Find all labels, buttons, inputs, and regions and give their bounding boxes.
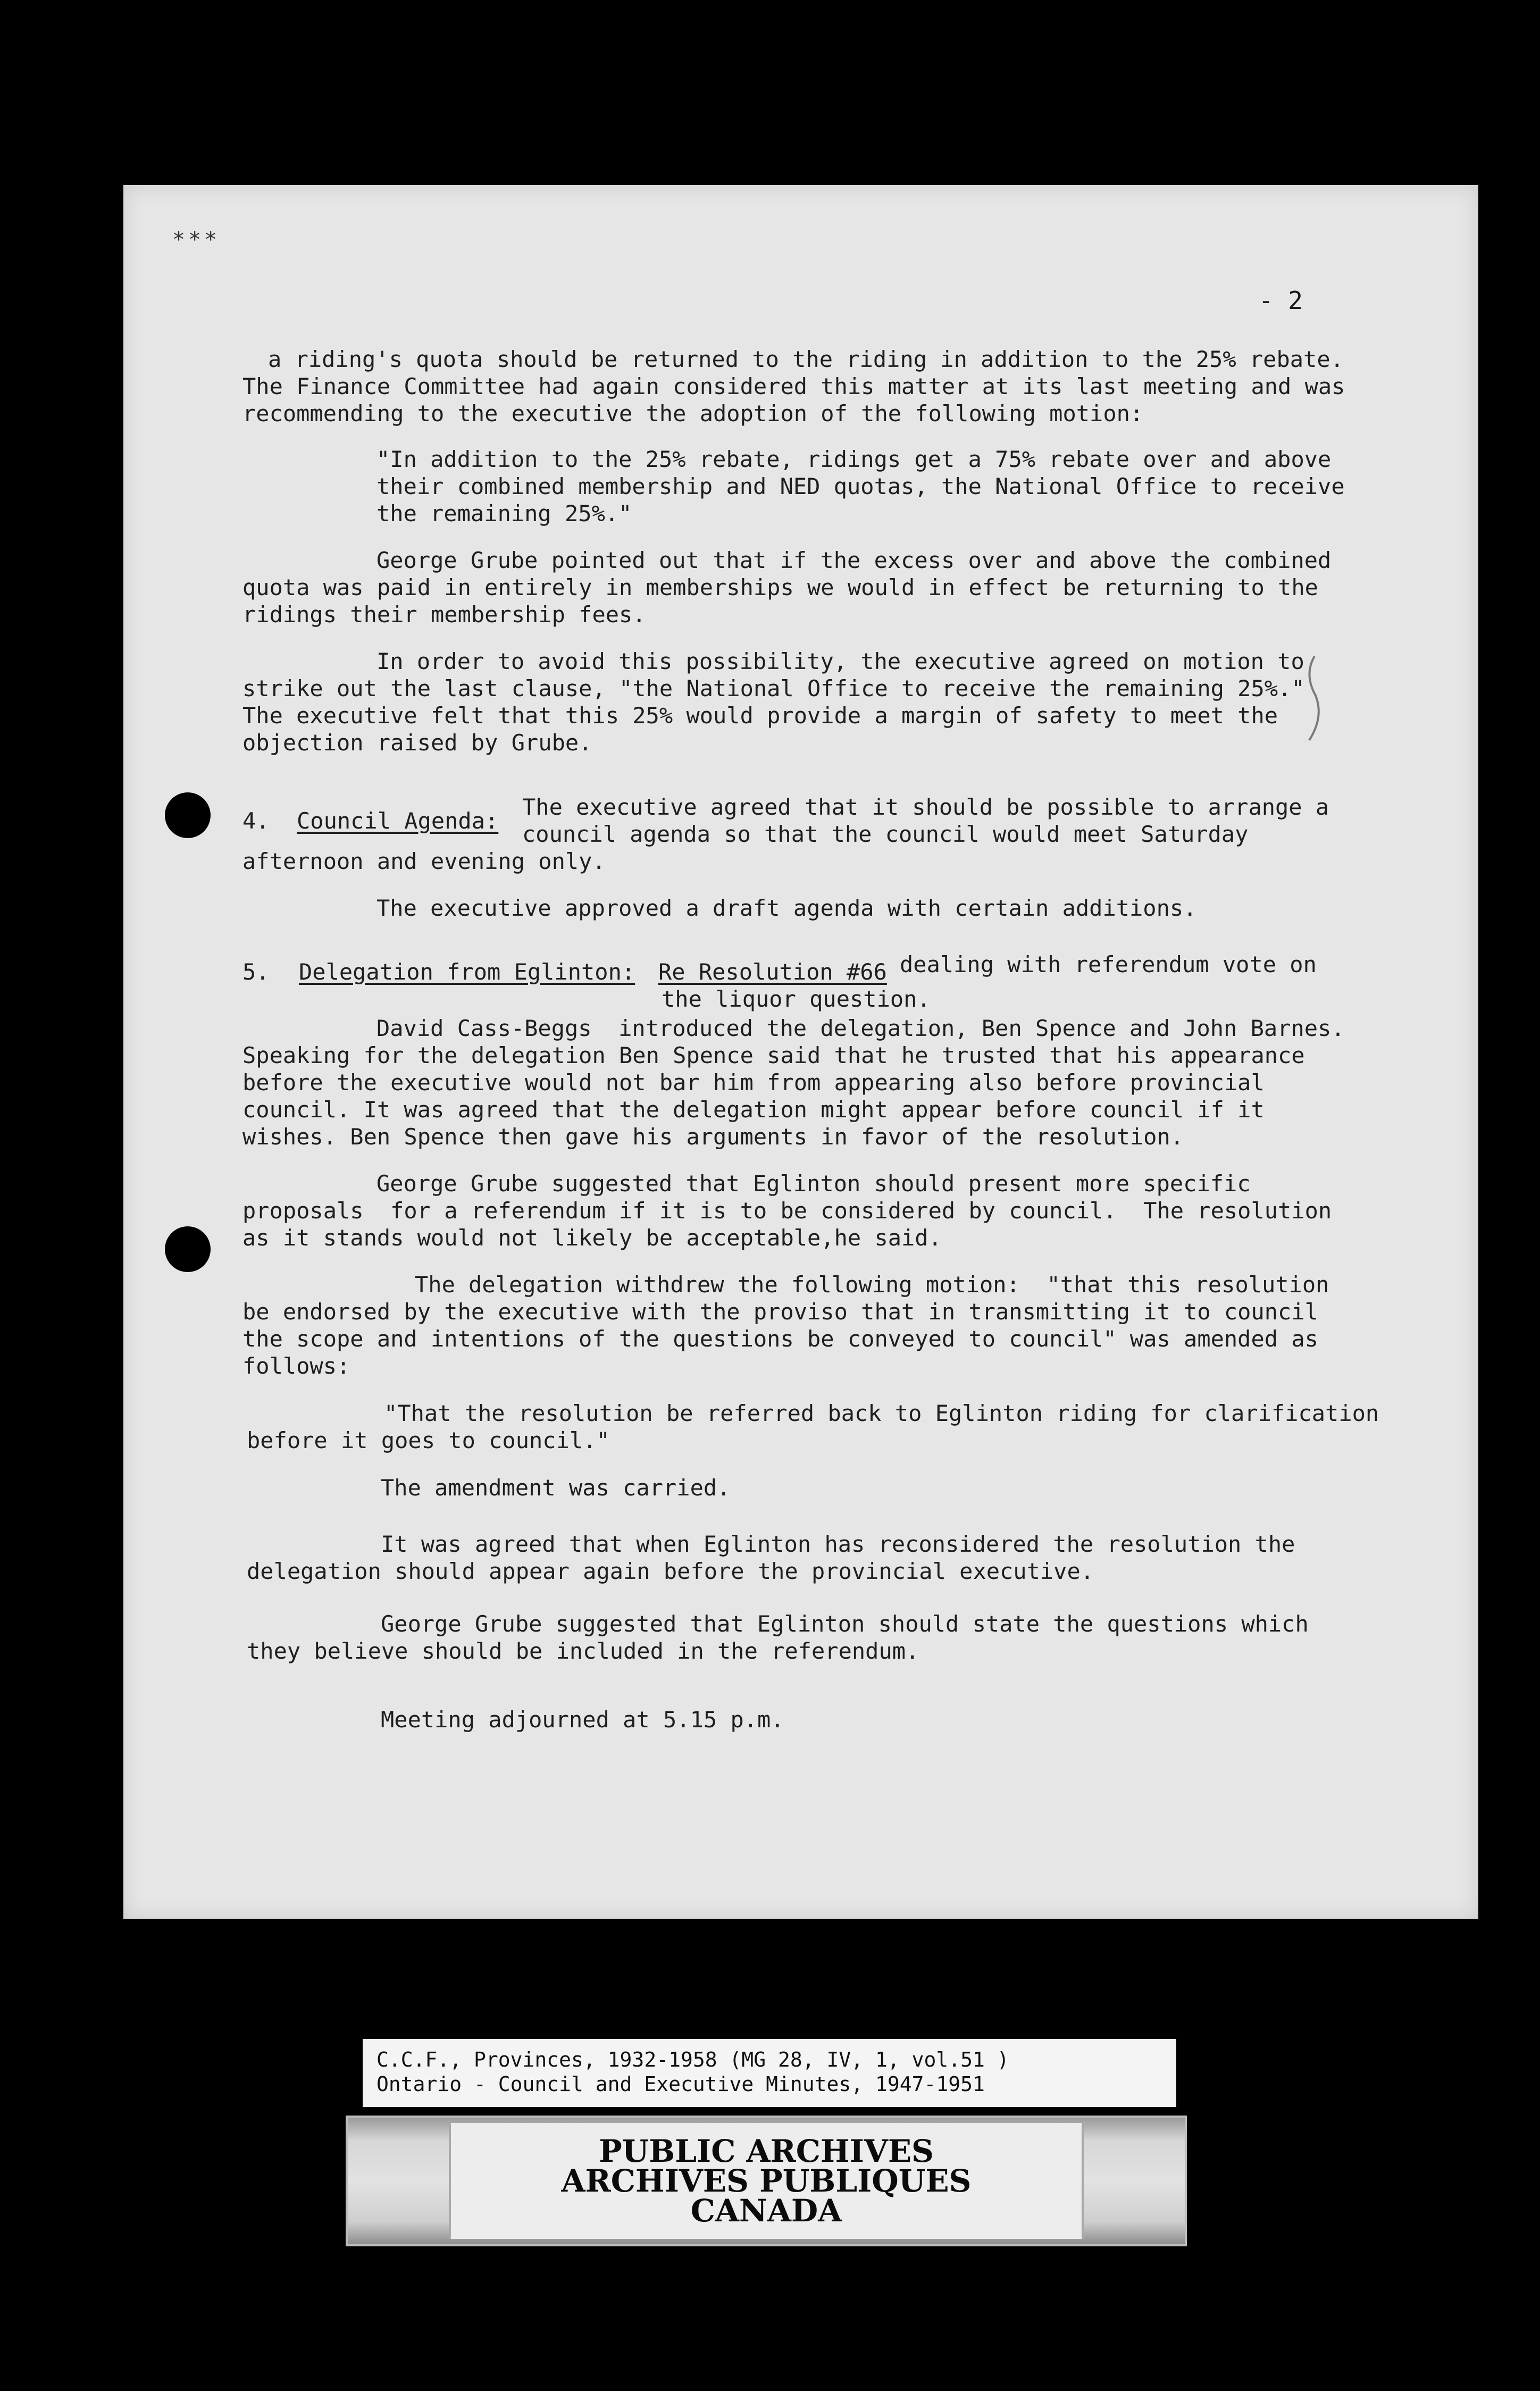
text-line: be endorsed by the executive with the proviso that in transmitting it to council xyxy=(242,1299,1318,1325)
text-line: before the executive would not bar him from appearing also before provincial xyxy=(242,1069,1265,1096)
quoted-amendment-line: "That the resolution be referred back to Eglinton riding for clarification xyxy=(384,1400,1379,1426)
archive-reference-label xyxy=(363,2039,1176,2107)
punch-hole xyxy=(165,792,211,838)
text-line: Meeting adjourned at 5.15 p.m. xyxy=(381,1707,784,1733)
quoted-motion-line: the remaining 25%." xyxy=(376,500,632,526)
text-line: proposals for a referendum if it is to be considered by council. The resolution xyxy=(242,1198,1332,1224)
quoted-amendment-line: before it goes to council." xyxy=(247,1427,610,1453)
text-line: recommending to the executive the adoption of the following motion: xyxy=(242,400,1144,427)
text-line: dealing with referendum vote on xyxy=(900,951,1317,977)
text-line: afternoon and evening only. xyxy=(242,848,606,874)
item-number: 5. xyxy=(242,959,270,985)
document-page xyxy=(123,185,1478,1919)
text-line: objection raised by Grube. xyxy=(242,730,592,756)
section-heading: Council Agenda: xyxy=(297,808,499,834)
text-line: council. It was agreed that the delegation might appear before council if it xyxy=(242,1097,1265,1123)
text-line: George Grube suggested that Eglinton should state the questions which xyxy=(381,1611,1309,1637)
text-line: follows: xyxy=(242,1353,350,1379)
item-number: 4. xyxy=(242,808,270,834)
archive-stamp-line-1: PUBLIC ARCHIVES xyxy=(599,2133,934,2169)
archive-label-line-2: Ontario - Council and Executive Minutes, 1947-1951 xyxy=(376,2072,985,2096)
text-line: The Finance Committee had again considered this matter at its last meeting and was xyxy=(242,373,1345,399)
text-line: wishes. Ben Spence then gave his arguments in favor of the resolution. xyxy=(242,1124,1184,1150)
archive-stamp xyxy=(346,2116,1187,2246)
text-line: George Grube suggested that Eglinton should present more specific xyxy=(376,1171,1251,1197)
archive-stamp-line-2: ARCHIVES PUBLIQUES xyxy=(561,2163,972,2199)
corner-mark: *** xyxy=(172,228,221,252)
resolution-reference: Re Resolution #66 xyxy=(658,959,887,985)
archive-stamp-line-3: CANADA xyxy=(690,2193,842,2229)
text-line: David Cass-Beggs introduced the delegation, Ben Spence and John Barnes. xyxy=(376,1015,1345,1041)
text-line: the liquor question. xyxy=(662,986,931,1012)
text-line: The amendment was carried. xyxy=(381,1475,731,1501)
page-number: - 2 xyxy=(1258,286,1303,315)
archive-label-line-1: C.C.F., Provinces, 1932-1958 (MG 28, IV, 1, vol.51 ) xyxy=(376,2048,1009,2071)
text-line: they believe should be included in the referendum. xyxy=(247,1638,919,1664)
margin-bracket-mark xyxy=(1293,653,1330,743)
text-line: The executive approved a draft agenda with certain additions. xyxy=(376,895,1197,921)
section-heading: Delegation from Eglinton: xyxy=(299,959,635,985)
text-line: The executive felt that this 25% would provide a margin of safety to meet the xyxy=(242,703,1278,729)
text-line: George Grube pointed out that if the excess over and above the combined xyxy=(376,547,1332,573)
quoted-motion-line: "In addition to the 25% rebate, ridings get a 75% rebate over and above xyxy=(376,446,1332,472)
text-line: council agenda so that the council would meet Saturday xyxy=(522,821,1249,847)
text-line: Speaking for the delegation Ben Spence said that he trusted that his appearance xyxy=(242,1042,1305,1068)
quoted-motion-line: their combined membership and NED quotas, the National Office to receive xyxy=(376,473,1345,499)
text-line: It was agreed that when Eglinton has reconsidered the resolution the xyxy=(381,1531,1295,1557)
text-line: a riding's quota should be returned to the riding in addition to the 25% rebate. xyxy=(268,346,1344,372)
text-line: In order to avoid this possibility, the executive agreed on motion to xyxy=(376,648,1304,674)
archive-stamp-plate xyxy=(449,2123,1084,2239)
text-line: ridings their membership fees. xyxy=(242,601,646,628)
text-line: The delegation withdrew the following motion: "that this resolution xyxy=(415,1272,1329,1298)
text-line: quota was paid in entirely in memberships we would in effect be returning to the xyxy=(242,574,1318,600)
punch-hole xyxy=(165,1226,211,1272)
text-line: The executive agreed that it should be possible to arrange a xyxy=(522,794,1329,820)
text-line: the scope and intentions of the questions be conveyed to council" was amended as xyxy=(242,1326,1318,1352)
text-line: strike out the last clause, "the National Office to receive the remaining 25%." xyxy=(242,675,1305,701)
text-line: delegation should appear again before the provincial executive. xyxy=(247,1558,1094,1584)
text-line: as it stands would not likely be acceptable,he said. xyxy=(242,1225,942,1251)
